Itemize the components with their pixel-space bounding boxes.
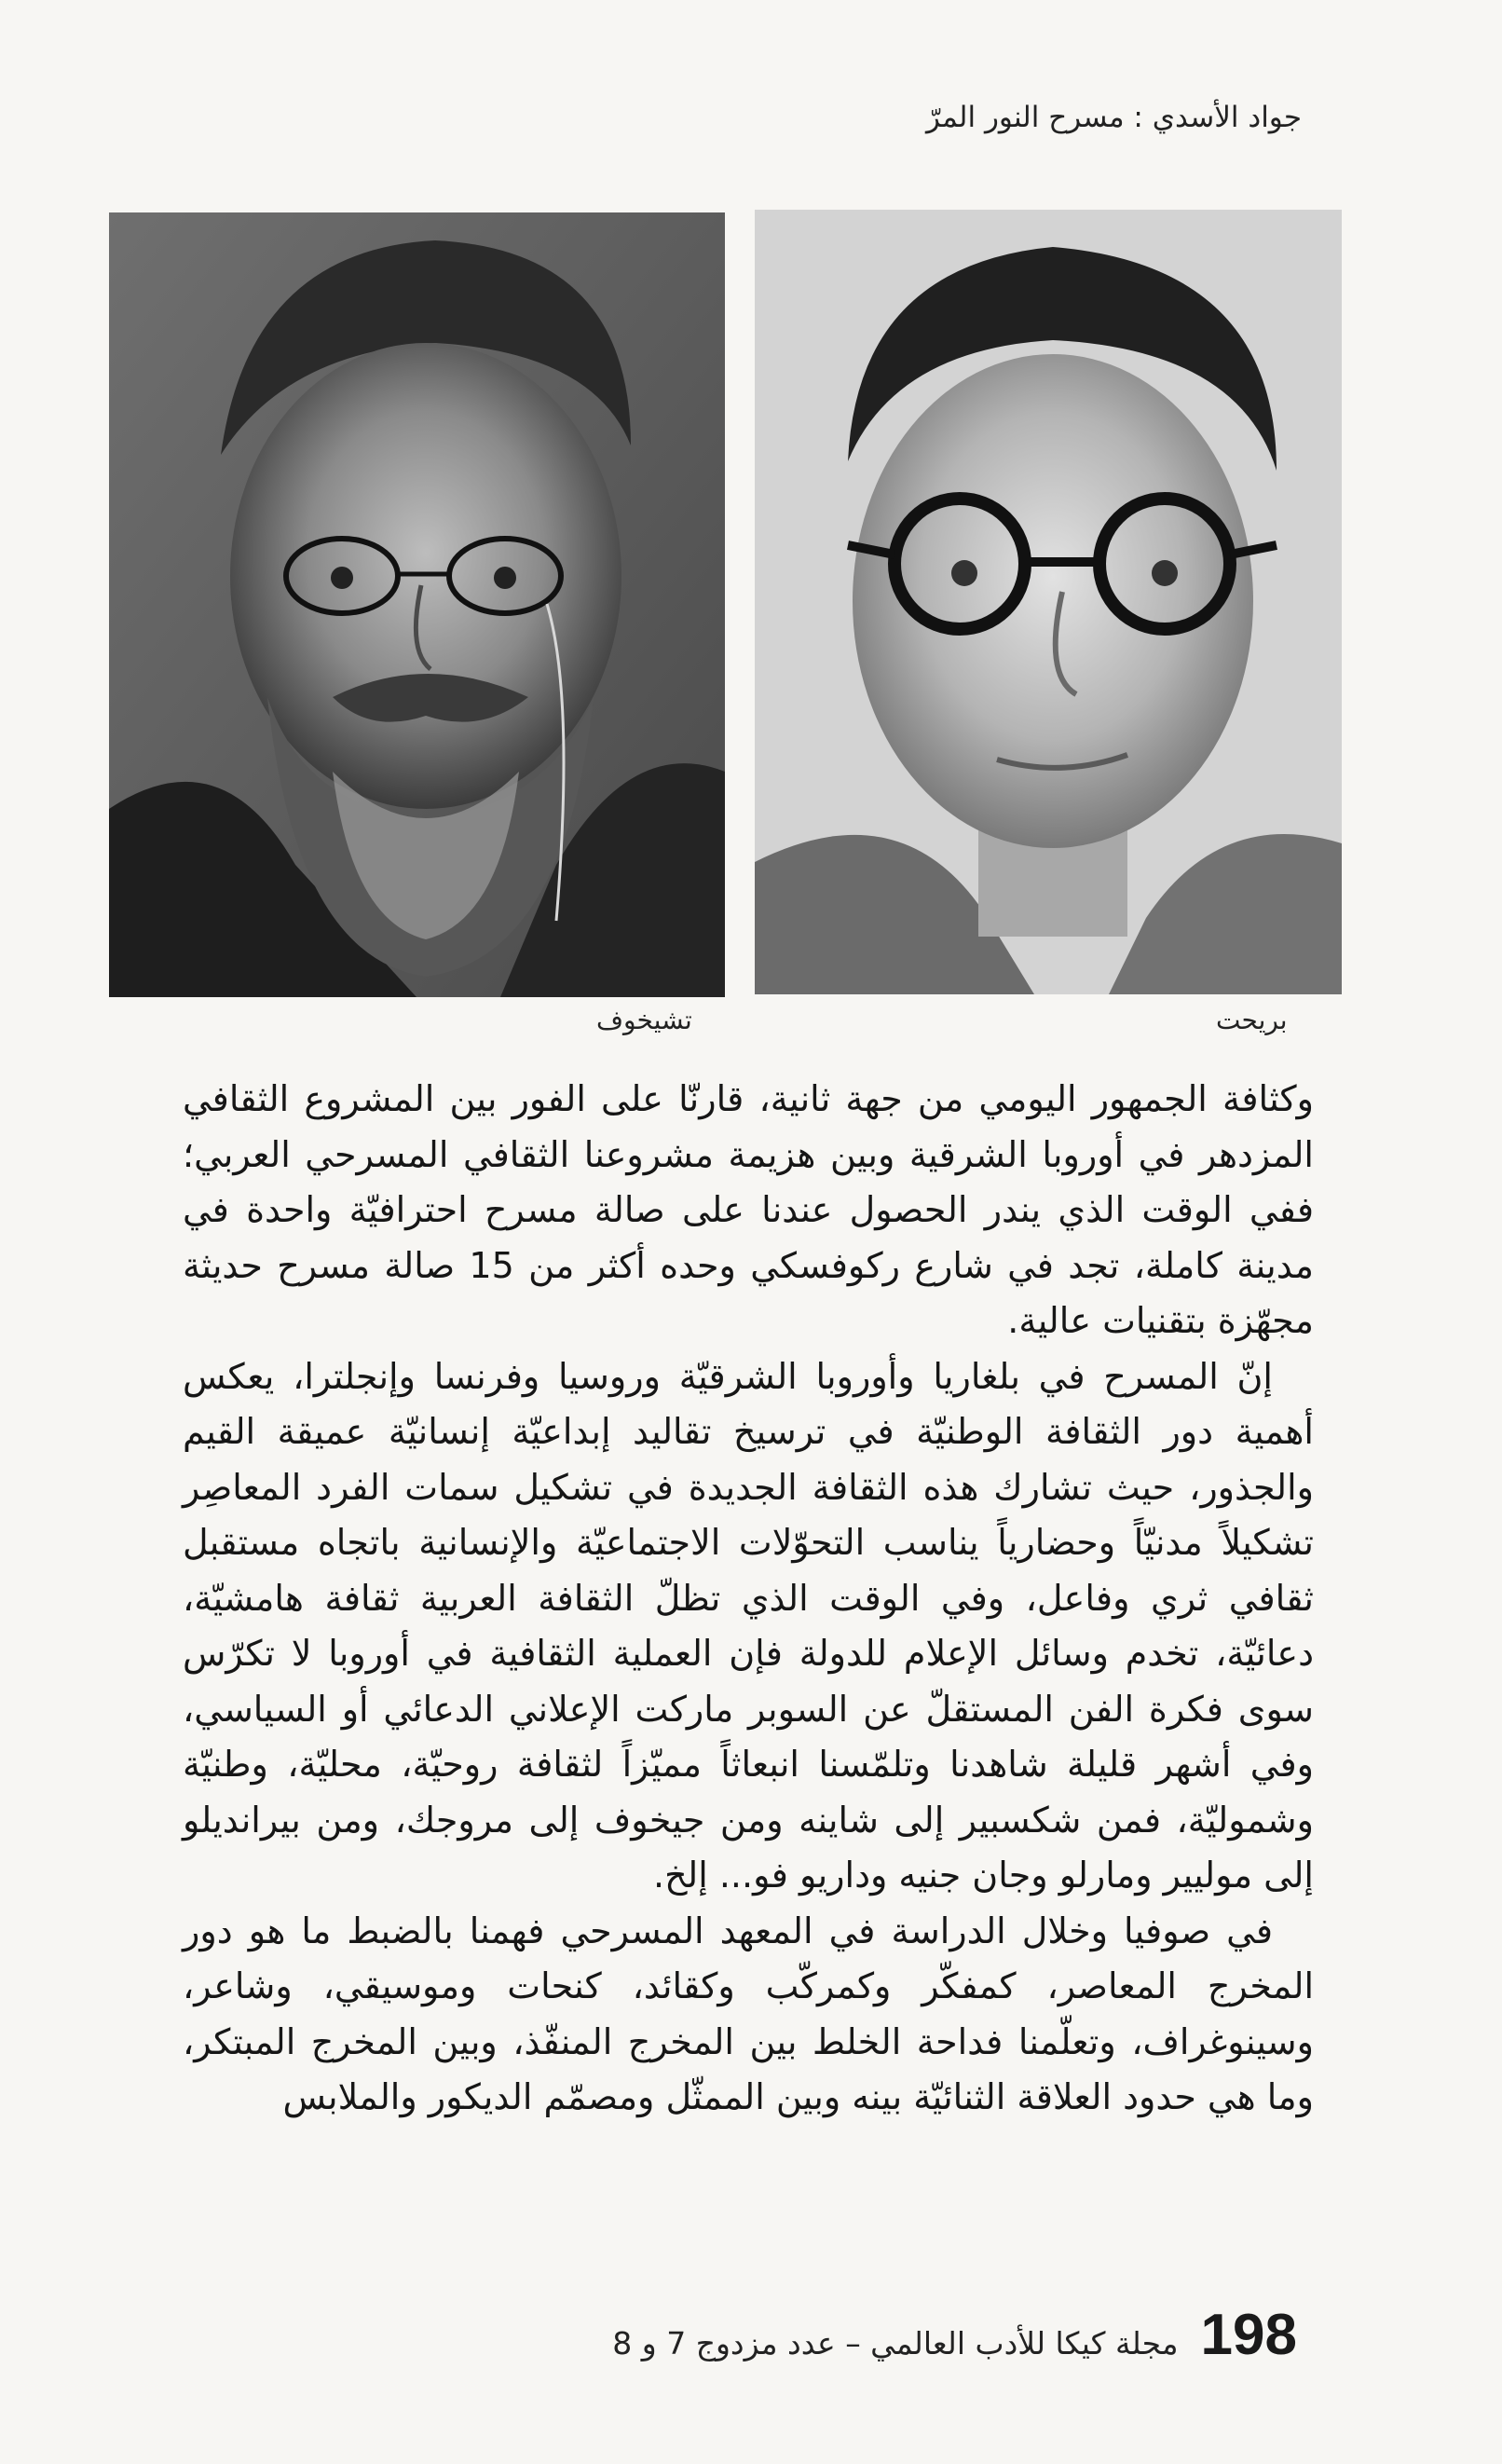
portrait-brecht xyxy=(755,210,1342,994)
paragraph: إنّ المسرح في بلغاريا وأوروبا الشرقيّة وروسيا وفرنسا وإنجلترا، يعكس أهمية دور الثقافة الوطنيّة في ترسيخ تقاليد إبداعيّة إنسانيّة عميقة القيم والجذور، حيث تشارك هذه الثقافة الجديدة في تشكيل سمات الفرد المعاصِر تشكيلاً مدنيّاً وحضارياً يناسب التحوّلات الاجتماعيّة والإنسانية باتجاه مستقبل ثقافي ثري وفاعل، وفي الوقت الذي تظلّ الثقافة العربية ثقافة هامشيّة، دعائيّة، تخدم وسائل الإعلام للدولة فإن العملية الثقافية في أوروبا لا تكرّس سوى فكرة الفن المستقلّ عن السوبر ماركت الإعلاني الدعائي أو السياسي، وفي أشهر قليلة شاهدنا وتلمّسنا انبعاثاً مميّزاً لثقافة روحيّة، محليّة، وطنيّة وشموليّة، فمن شكسبير إلى شاينه ومن جيخوف إلى مروجك، ومن بيرانديلو إلى موليير ومارلو وجان جنيه وداريو فو... إلخ. xyxy=(183,1355,1314,1896)
portrait-chekhov-image xyxy=(109,212,725,997)
page-footer xyxy=(612,2302,1297,2368)
journal-title: مجلة كيكا للأدب العالمي – عدد مزدوج 7 و 8 xyxy=(612,2325,1179,2361)
running-header: جواد الأسدي : مسرح النور المرّ xyxy=(926,101,1302,134)
portrait-chekhov xyxy=(109,212,725,997)
caption-brecht: بريحت xyxy=(1216,1005,1288,1035)
caption-chekhov: تشيخوف xyxy=(596,1005,692,1035)
portrait-brecht-image xyxy=(755,210,1342,994)
paragraph: وكثافة الجمهور اليومي من جهة ثانية، قارنّا على الفور بين المشروع الثقافي المزدهر في أوروبا الشرقية وبين هزيمة مشروعنا الثقافي المسرحي العربي؛ ففي الوقت الذي يندر الحصول عندنا على صالة مسرح احترافيّة واحدة في مدينة كاملة، تجد في شارع ركوفسكي وحده أكثر من 15 صالة مسرح حديثة مجهّزة بتقنيات عالية. xyxy=(183,1078,1314,1341)
body-text xyxy=(183,1072,1314,2126)
paragraph: في صوفيا وخلال الدراسة في المعهد المسرحي فهمنا بالضبط ما هو دور المخرج المعاصر، كمفكّر وكمركّب وكقائد، كنحات وموسيقي، وشاعر، وسينوغراف، وتعلّمنا فداحة الخلط بين المخرج المنفّذ، وبين المخرج المبتكر، وما هي حدود العلاقة الثنائيّة بينه وبين الممثّل ومصمّم الديكور والملابس xyxy=(183,1910,1314,2117)
page-number: 198 xyxy=(1200,2303,1297,2367)
